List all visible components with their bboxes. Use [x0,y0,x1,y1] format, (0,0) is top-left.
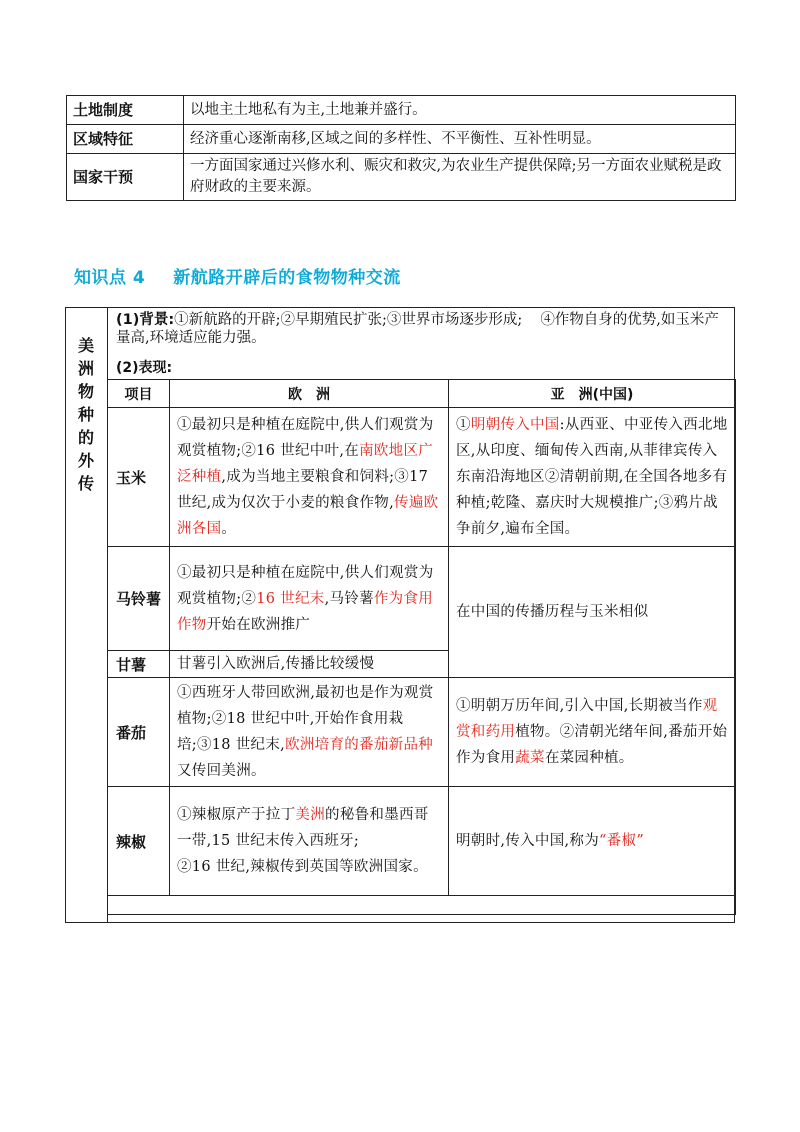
header-row [108,380,736,408]
row-key: 区域特征 [67,125,184,154]
table-row [108,678,736,787]
text-run: 开始在欧洲推广 [206,616,311,633]
table-row [108,787,736,896]
asia-cell [449,678,736,787]
highlight-text: 作为食用作物 [177,590,434,633]
section-number: 知识点 4 [74,268,146,288]
table-row [67,154,736,201]
row-value: 以地主土地私有为主,土地兼并盛行。 [184,96,736,125]
text-run: ,马铃薯 [324,590,374,607]
europe-cell [170,408,449,547]
table-row [108,408,736,547]
text-run: 植物。②清朝光绪年间,番茄开始作为食用 [456,724,728,766]
crop-name: 马铃薯 [108,547,170,651]
text-run: ①最初只是种植在庭院中,供人们观赏为观赏植物;②16 世纪中叶,在 [177,417,434,459]
text-run: ②16 世纪,辣椒传到英国等欧洲国家。 [177,859,428,875]
crop-name: 玉米 [108,408,170,547]
europe-cell [170,547,449,651]
side-label-cell [66,308,108,922]
row-key: 土地制度 [67,96,184,125]
background-text-2: ④作物自身的优势,如玉米产量高,环境适应能力强。 [116,312,719,346]
section-title-text: 新航路开辟后的食物物种交流 [173,268,401,288]
text-run: ① [456,417,471,433]
highlight-text: 明朝传入中国 [470,417,560,433]
crop-name: 甘薯 [108,651,170,678]
empty-cell [108,896,736,915]
text-run: ,成为当地主要粮食和饲料;③17 世纪,成为仅次于小麦的粮食作物, [177,469,429,511]
section-heading [74,263,401,288]
highlight-text: 欧洲培育的番茄新品种 [285,737,434,753]
text-run: ①辣椒原产于拉丁 [177,807,296,823]
row-value: 一方面国家通过兴修水利、赈灾和救灾,为农业生产提供保障;另一方面农业赋税是政府财政的主要来源。 [184,154,736,201]
highlight-text: 蔬菜 [515,750,545,766]
background-paragraph [116,311,728,347]
asia-cell [449,787,736,896]
text-run: 在菜园种植。 [544,750,634,766]
row-value: 经济重心逐渐南移,区域之间的多样性、不平衡性、互补性明显。 [184,125,736,154]
text-run: 明朝时,传入中国,称为 [456,833,600,849]
header-europe: 欧 洲 [170,380,449,408]
top-summary-table [66,95,736,201]
header-asia: 亚 洲(中国) [449,380,736,408]
text-run: ①最初只是种植在庭院中,供人们观赏为观赏植物;② [177,564,434,607]
empty-row [108,896,736,915]
background-label: (1)背景: [116,312,175,328]
crop-name: 番茄 [108,678,170,787]
highlight-text: “番椒” [599,833,645,849]
asia-cell [449,408,736,547]
highlight-text: 16 世纪末 [256,590,325,607]
europe-cell [170,678,449,787]
table-row [67,125,736,154]
crop-comparison-table [107,379,736,915]
species-exchange-table [65,307,735,923]
highlight-text: 美洲 [295,807,326,823]
row-key: 国家干预 [67,154,184,201]
text-run: :从西亚、中亚传入西北地区,从印度、缅甸传入西南,从菲律宾传入东南沿海地区②清朝前期,在全国各地多有种植;乾隆、嘉庆时大规模推广;③鸦片战争前夕,遍布全国。 [456,417,728,537]
highlight-text: 观赏和药用 [456,698,718,740]
text-run: 的秘鲁和墨西哥一带,15 世纪末传入西班牙; [177,807,429,849]
side-label-text: 美洲物种的外传 [77,336,94,493]
europe-cell [170,787,449,896]
table-row [67,96,736,125]
text-run: 。 [221,521,237,537]
highlight-text: 南欧地区广泛种植 [177,443,434,485]
header-item: 项目 [108,380,170,408]
text-run: ①明朝万历年间,引入中国,长期被当作 [456,698,703,714]
asia-cell: 在中国的传播历程与玉米相似 [449,547,736,678]
europe-cell: 甘薯引入欧洲后,传播比较缓慢 [170,651,449,678]
background-text: ①新航路的开辟;②早期殖民扩张;③世界市场逐步形成; [174,312,523,328]
highlight-text: 传遍欧洲各国 [177,495,439,537]
crop-name: 辣椒 [108,787,170,896]
performance-label: (2)表现: [116,360,173,376]
table-row [108,547,736,651]
text-run: ①西班牙人带回欧洲,最初也是作为观赏植物;②18 世纪中叶,开始作食用栽培;③18 世纪末, [177,685,434,753]
text-run: 又传回美洲。 [177,763,266,779]
